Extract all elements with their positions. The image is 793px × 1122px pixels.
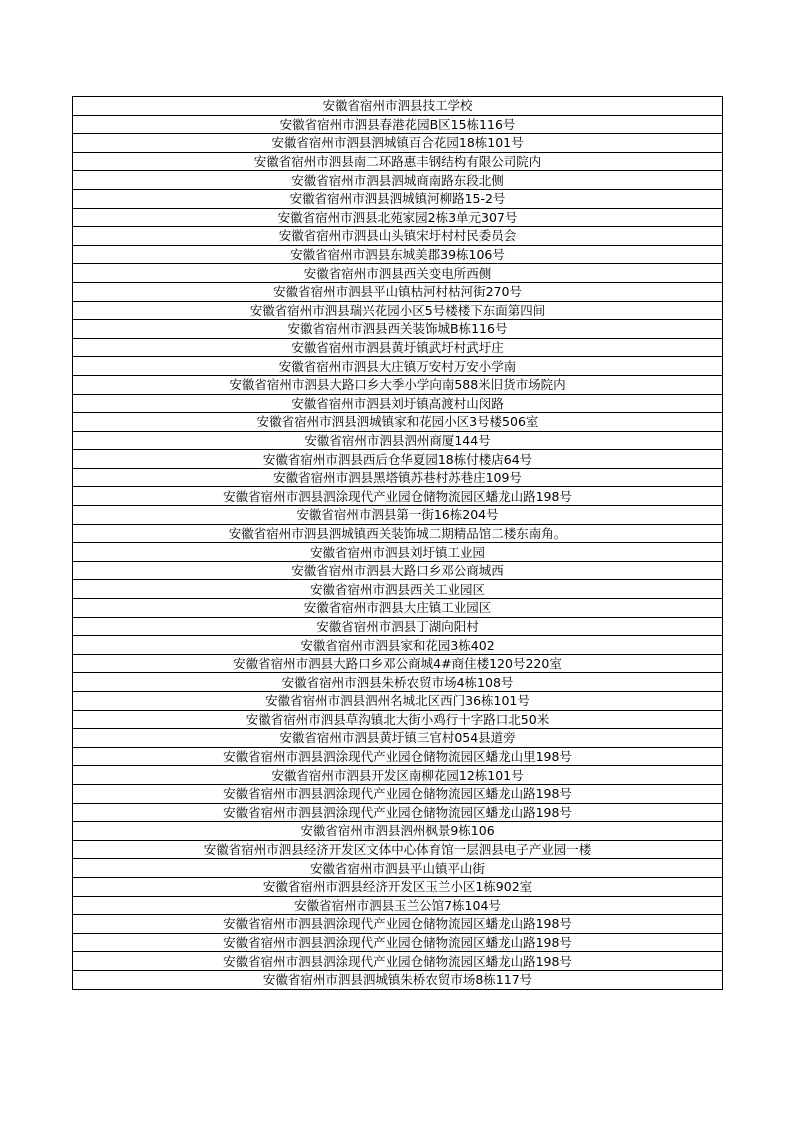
table-row (73, 189, 723, 208)
table-row (73, 543, 723, 562)
table-row (73, 803, 723, 822)
address-cell: 安徽省宿州市泗县泗涂现代产业园仓储物流园区蟠龙山路198号 (73, 784, 723, 803)
address-cell: 安徽省宿州市泗县技工学校 (73, 97, 723, 116)
address-cell: 安徽省宿州市泗县经济开发区文体中心体育馆一层泗县电子产业园一楼 (73, 840, 723, 859)
table-row (73, 375, 723, 394)
table-row (73, 952, 723, 971)
address-cell: 安徽省宿州市泗县泗城商南路东段北侧 (73, 171, 723, 190)
table-row (73, 933, 723, 952)
address-cell: 安徽省宿州市泗县南二环路惠丰钢结构有限公司院内 (73, 152, 723, 171)
address-cell: 安徽省宿州市泗县山头镇宋圩村村民委员会 (73, 227, 723, 246)
address-cell: 安徽省宿州市泗县经济开发区玉兰小区1栋902室 (73, 877, 723, 896)
table-row (73, 840, 723, 859)
table-row (73, 524, 723, 543)
table-row (73, 970, 723, 989)
address-cell: 安徽省宿州市泗县北苑家园2栋3单元307号 (73, 208, 723, 227)
table-row (73, 692, 723, 711)
table-row (73, 729, 723, 748)
address-cell: 安徽省宿州市泗县第一街16栋204号 (73, 506, 723, 525)
table-row (73, 152, 723, 171)
address-cell: 安徽省宿州市泗县泗城镇朱桥农贸市场8栋117号 (73, 970, 723, 989)
address-cell: 安徽省宿州市泗县平山镇枯河村枯河街270号 (73, 282, 723, 301)
table-row (73, 115, 723, 134)
address-cell: 安徽省宿州市泗县平山镇平山街 (73, 859, 723, 878)
address-cell: 安徽省宿州市泗县瑞兴花园小区5号楼楼下东面第四间 (73, 301, 723, 320)
address-cell: 安徽省宿州市泗县东城美郡39栋106号 (73, 245, 723, 264)
address-cell: 安徽省宿州市泗县泗涂现代产业园仓储物流园区蟠龙山路198号 (73, 487, 723, 506)
address-cell: 安徽省宿州市泗县黄圩镇三官村054县道旁 (73, 729, 723, 748)
address-cell: 安徽省宿州市泗县大路口乡邓公商城4#商住楼120号220室 (73, 654, 723, 673)
address-cell: 安徽省宿州市泗县泗涂现代产业园仓储物流园区蟠龙山路198号 (73, 952, 723, 971)
table-row (73, 97, 723, 116)
address-cell: 安徽省宿州市泗县西关装饰城B栋116号 (73, 320, 723, 339)
table-row (73, 282, 723, 301)
table-row (73, 468, 723, 487)
table-row (73, 636, 723, 655)
address-cell: 安徽省宿州市泗县西后仓华夏园18栋付楼店64号 (73, 450, 723, 469)
address-table-body (73, 97, 723, 990)
table-row (73, 654, 723, 673)
address-cell: 安徽省宿州市泗县西关工业园区 (73, 580, 723, 599)
table-row (73, 134, 723, 153)
table-row (73, 338, 723, 357)
table-row (73, 822, 723, 841)
address-cell: 安徽省宿州市泗县家和花园3栋402 (73, 636, 723, 655)
table-row (73, 320, 723, 339)
address-cell: 安徽省宿州市泗县泗城镇西关装饰城二期精品馆二楼东南角。 (73, 524, 723, 543)
table-row (73, 450, 723, 469)
table-row (73, 766, 723, 785)
table-row (73, 301, 723, 320)
address-cell: 安徽省宿州市泗县刘圩镇工业园 (73, 543, 723, 562)
address-cell: 安徽省宿州市泗县开发区南柳花园12栋101号 (73, 766, 723, 785)
table-row (73, 859, 723, 878)
table-row (73, 896, 723, 915)
table-row (73, 431, 723, 450)
address-cell: 安徽省宿州市泗县草沟镇北大街小鸡行十字路口北50米 (73, 710, 723, 729)
table-row (73, 357, 723, 376)
table-row (73, 915, 723, 934)
table-row (73, 487, 723, 506)
address-cell: 安徽省宿州市泗县泗州名城北区西门36栋101号 (73, 692, 723, 711)
address-cell: 安徽省宿州市泗县大庄镇万安村万安小学南 (73, 357, 723, 376)
address-cell: 安徽省宿州市泗县春港花园B区15栋116号 (73, 115, 723, 134)
table-row (73, 394, 723, 413)
address-cell: 安徽省宿州市泗县黄圩镇武圩村武圩庄 (73, 338, 723, 357)
table-row (73, 506, 723, 525)
address-cell: 安徽省宿州市泗县泗涂现代产业园仓储物流园区蟠龙山路198号 (73, 803, 723, 822)
table-row (73, 208, 723, 227)
table-row (73, 171, 723, 190)
table-row (73, 580, 723, 599)
address-cell: 安徽省宿州市泗县黑塔镇苏巷村苏巷庄109号 (73, 468, 723, 487)
address-cell: 安徽省宿州市泗县泗州枫景9栋106 (73, 822, 723, 841)
address-cell: 安徽省宿州市泗县丁湖向阳村 (73, 617, 723, 636)
address-cell: 安徽省宿州市泗县玉兰公馆7栋104号 (73, 896, 723, 915)
address-cell: 安徽省宿州市泗县泗州商厦144号 (73, 431, 723, 450)
table-row (73, 245, 723, 264)
table-row (73, 413, 723, 432)
table-row (73, 617, 723, 636)
table-row (73, 264, 723, 283)
address-cell: 安徽省宿州市泗县泗涂现代产业园仓储物流园区蟠龙山路198号 (73, 933, 723, 952)
address-table (72, 96, 723, 990)
table-row (73, 747, 723, 766)
table-row (73, 710, 723, 729)
address-cell: 安徽省宿州市泗县泗城镇百合花园18栋101号 (73, 134, 723, 153)
address-cell: 安徽省宿州市泗县泗涂现代产业园仓储物流园区蟠龙山里198号 (73, 747, 723, 766)
address-cell: 安徽省宿州市泗县刘圩镇高渡村山闵路 (73, 394, 723, 413)
table-row (73, 561, 723, 580)
table-row (73, 877, 723, 896)
address-cell: 安徽省宿州市泗县西关变电所西侧 (73, 264, 723, 283)
address-cell: 安徽省宿州市泗县泗城镇家和花园小区3号楼506室 (73, 413, 723, 432)
table-row (73, 227, 723, 246)
address-cell: 安徽省宿州市泗县泗涂现代产业园仓储物流园区蟠龙山路198号 (73, 915, 723, 934)
table-row (73, 673, 723, 692)
address-cell: 安徽省宿州市泗县泗城镇河柳路15-2号 (73, 189, 723, 208)
address-cell: 安徽省宿州市泗县大庄镇工业园区 (73, 599, 723, 618)
address-cell: 安徽省宿州市泗县大路口乡邓公商城西 (73, 561, 723, 580)
address-cell: 安徽省宿州市泗县大路口乡大季小学向南588米旧货市场院内 (73, 375, 723, 394)
address-cell: 安徽省宿州市泗县朱桥农贸市场4栋108号 (73, 673, 723, 692)
table-row (73, 784, 723, 803)
table-row (73, 599, 723, 618)
